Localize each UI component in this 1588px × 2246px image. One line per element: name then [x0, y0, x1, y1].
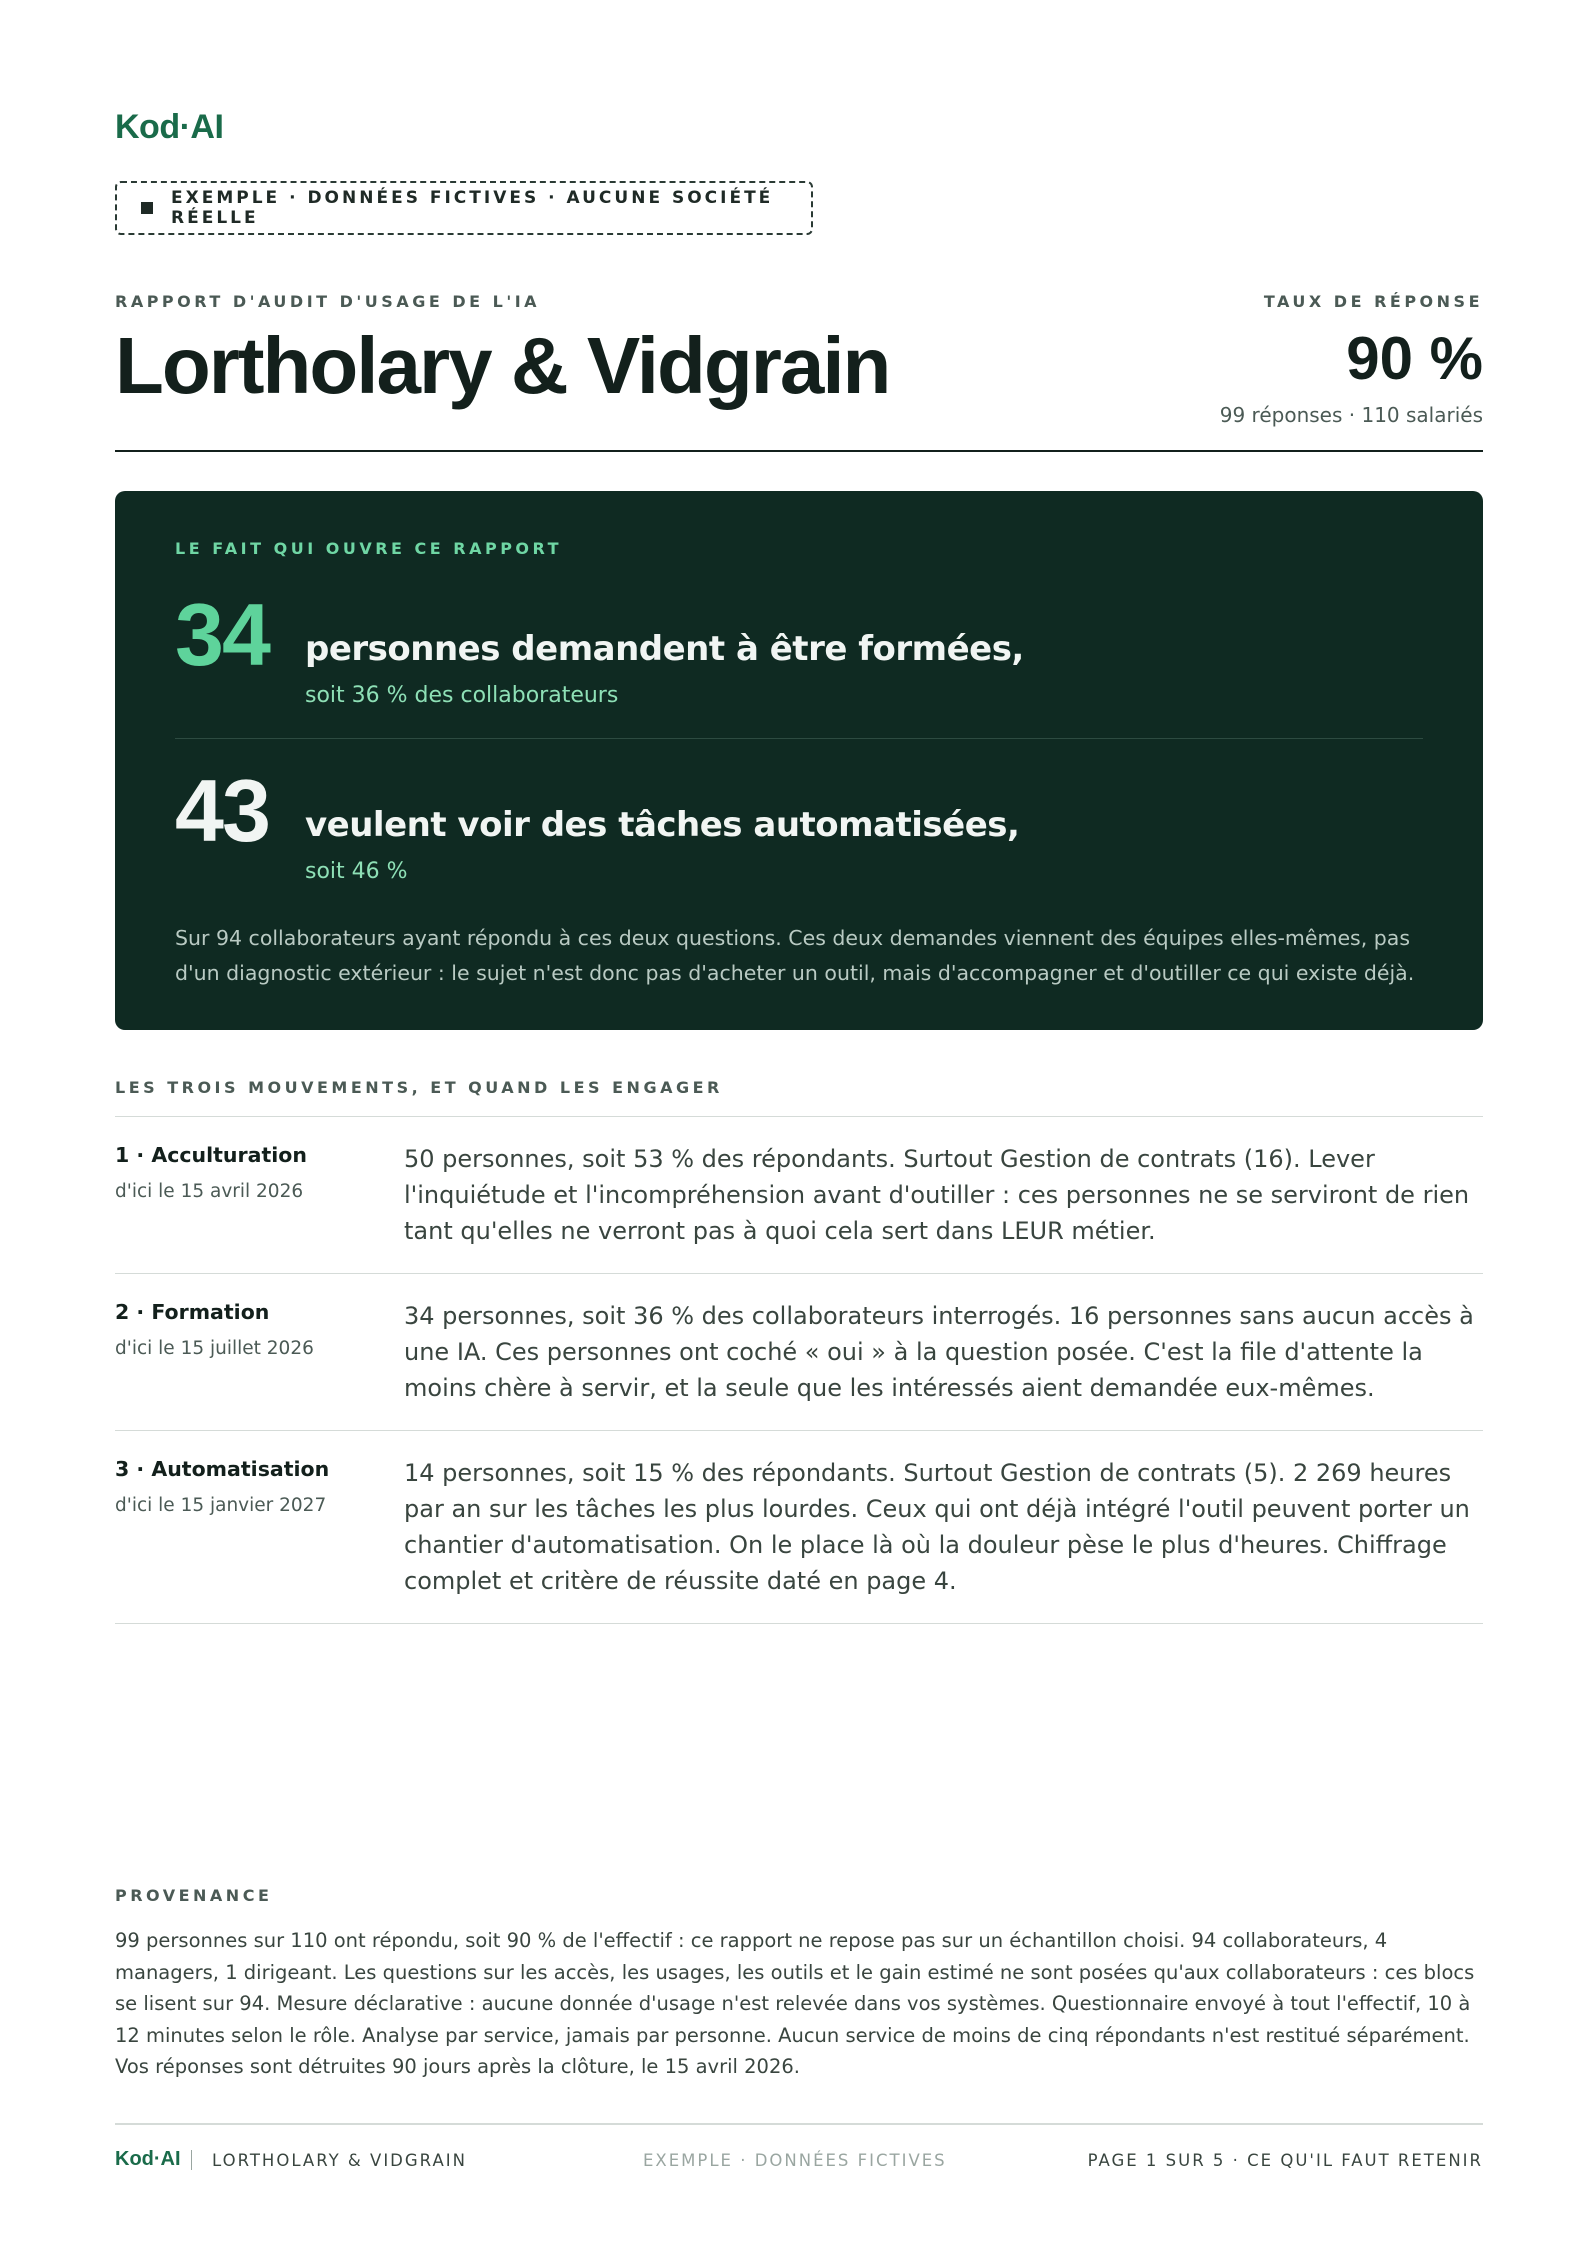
moves-list [115, 1116, 1483, 1624]
response-rate [1220, 292, 1483, 427]
fact-sub: soit 36 % des collaborateurs [305, 683, 619, 708]
footer-logo: Kod·AI [115, 2148, 181, 2170]
move-title: 2 · Formation [115, 1300, 270, 1324]
footer-divider [115, 2123, 1483, 2125]
fact-number: 34 [175, 585, 269, 684]
fact-number: 43 [175, 761, 269, 860]
page-footer [115, 2148, 1483, 2172]
fact-sub: soit 46 % [305, 859, 408, 884]
move-description: 14 personnes, soit 15 % des répondants. Surtout Gestion de contrats (5). 2 269 heures par an sur les tâches les plus lourdes. Ceux qui ont déjà intégré l'outil peuvent porter un chantier d'automatisation. On le place là où la douleur pèse le plus d'heures. Chiffrage complet et critère de réussite daté en page 4. [404, 1459, 1470, 1595]
move-title: 3 · Automatisation [115, 1457, 330, 1481]
moves-eyebrow: LES TROIS MOUVEMENTS, ET QUAND LES ENGAGER [115, 1078, 723, 1097]
sample-tag-label: EXEMPLE · DONNÉES FICTIVES · AUCUNE SOCIÉTÉ RÉELLE [171, 188, 774, 228]
fact-lead: personnes demandent à être formées, [305, 629, 1024, 669]
header-divider [115, 450, 1483, 452]
move-date: d'ici le 15 juillet 2026 [115, 1338, 314, 1359]
fact-divider [175, 738, 1423, 739]
company-title: Lortholary & Vidgrain [115, 321, 890, 410]
fact-item-training [175, 585, 1024, 708]
square-icon [141, 202, 153, 214]
response-rate-value: 90 % [1346, 325, 1483, 392]
sample-data-tag [115, 181, 813, 235]
fact-eyebrow: LE FAIT QUI OUVRE CE RAPPORT [175, 539, 563, 558]
move-row-acculturation [115, 1117, 1483, 1274]
footer-company: LORTHOLARY & VIDGRAIN [212, 2151, 467, 2170]
report-eyebrow: RAPPORT D'AUDIT D'USAGE DE L'IA [115, 292, 541, 311]
opening-fact-panel [115, 491, 1483, 1030]
move-title: 1 · Acculturation [115, 1143, 307, 1167]
move-date: d'ici le 15 janvier 2027 [115, 1495, 327, 1516]
fact-note: Sur 94 collaborateurs ayant répondu à ces deux questions. Ces deux demandes viennent des équipes elles-mêmes, pas d'un diagnostic extérieur : le sujet n'est donc pas d'acheter un outil, mais d'accompagner et d'outiller ce qui existe déjà. [175, 926, 1415, 985]
fact-lead: veulent voir des tâches automatisées, [305, 805, 1020, 845]
move-row-formation [115, 1274, 1483, 1431]
report-page [115, 0, 1483, 2246]
provenance-text: 99 personnes sur 110 ont répondu, soit 90 % de l'effectif : ce rapport ne repose pas sur un échantillon choisi. 94 collaborateurs, 4 managers, 1 dirigeant. Les questions sur les accès, les usages, les outils et le gain estimé ne sont posées qu'aux collaborateurs : ces blocs se lisent sur 94. Mesure déclarative : aucune donnée d'usage n'est relevée dans vos systèmes. Questionnaire envoyé à tout l'effectif, 10 à 12 minutes selon le rôle. Analyse par service, jamais par personne. Aucun service de moins de cinq répondants n'est restitué séparément. Vos réponses sont détruites 90 jours après la clôture, le 15 avril 2026. [115, 1929, 1475, 2078]
response-rate-detail: 99 réponses · 110 salariés [1219, 403, 1483, 427]
footer-sample-label: EXEMPLE · DONNÉES FICTIVES [643, 2151, 947, 2170]
response-rate-label: TAUX DE RÉPONSE [1263, 292, 1483, 311]
footer-separator [191, 2150, 192, 2170]
move-row-automatisation [115, 1431, 1483, 1624]
move-description: 34 personnes, soit 36 % des collaborateurs interrogés. 16 personnes sans aucun accès à une IA. Ces personnes ont coché « oui » à la question posée. C'est la file d'attente la moins chère à servir, et la seule que les intéressés aient demandée eux-mêmes. [404, 1302, 1474, 1402]
footer-page-indicator: PAGE 1 SUR 5 · CE QU'IL FAUT RETENIR [1087, 2151, 1483, 2170]
provenance-eyebrow: PROVENANCE [115, 1886, 273, 1905]
fact-item-automation [175, 761, 1020, 884]
move-date: d'ici le 15 avril 2026 [115, 1181, 304, 1202]
move-description: 50 personnes, soit 53 % des répondants. Surtout Gestion de contrats (16). Lever l'inquiétude et l'incompréhension avant d'outiller : ces personnes ne se serviront de rien tant qu'elles ne verront pas à quoi cela sert dans LEUR métier. [404, 1145, 1470, 1245]
brand-logo: Kod·AI [115, 108, 224, 146]
